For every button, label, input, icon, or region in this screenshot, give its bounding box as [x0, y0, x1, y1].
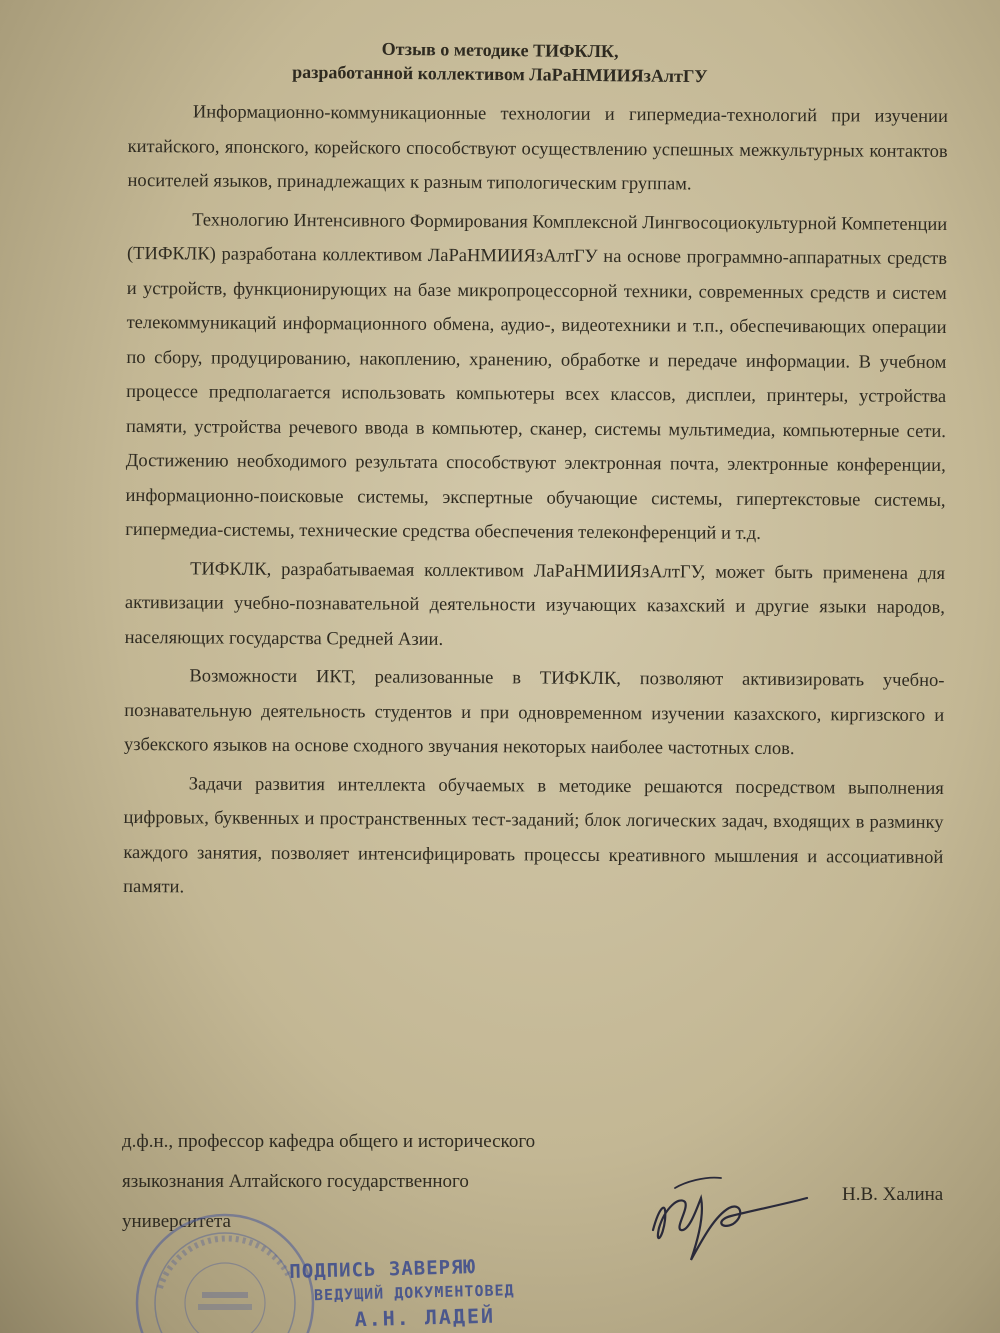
paragraph-3: ТИФКЛК, разрабатываемая коллективом ЛаРаНМИИЯзАлтГУ, может быть применена для активизации учебно-познавательной деятельности изучающих казахский и другие языки народов, населяющих государства Средней Азии.	[124, 558, 946, 650]
paragraph-5: Задачи развития интеллекта обучаемых в методике решаются посредством выполнения цифровых, буквенных и пространственных тест-заданий; блок логических задач, входящих в разминку каждого занятия, позволяет интенсифицировать процессы креативного мышления и ассоциативной памяти.	[123, 773, 944, 898]
position-line-2: языкознания Алтайского государственного	[122, 1171, 469, 1192]
certification-stamp	[289, 1255, 515, 1333]
stamp-line-2: ВЕДУЩИЙ ДОКУМЕНТОВЕД	[313, 1281, 515, 1305]
handwritten-signature	[645, 1168, 815, 1268]
stamp-line-3: А.Н. ЛАДЕЙ	[354, 1303, 496, 1332]
signatory-name: Н.В. Халина	[842, 1184, 944, 1205]
paragraph-1: Информационно-коммуникационные технологии и гипермедиа-технологий при изучении китайского, японского, корейского способствуют осуществлению успешных межкультурных контактов носителей языков, принадлежащих к разным типологическим группам.	[127, 102, 948, 195]
stamp-line-1: ПОДПИСЬ ЗАВЕРЯЮ	[289, 1256, 477, 1283]
position-line-3: университета	[122, 1211, 231, 1232]
title-line-1: Отзыв о методике ТИФКЛК,	[381, 38, 619, 62]
paragraph-2: Технологию Интенсивного Формирования Комплексной Лингвосоциокультурной Компетенции (ТИФКЛК) разработана коллективом ЛаРаНМИИЯзАлтГУ на основе программно-аппаратных средств и устройств, функционирующих на базе микропроцессорной техники, современных средств и систем телекоммуникаций информационного обмена, аудио-, видеотехники и т.п., обеспечивающих операции по сбору, продуцированию, накоплению, хранению, обработке и передаче информации. В учебном процессе предполагается использовать компьютеры всех классов, дисплеи, принтеры, устройства памяти, устройства речевого ввода в компьютер, сканер, системы мультимедиа, компьютерные сети. Достижению необходимого результата способствуют электронная почта, электронные конференции, информационно-поисковые системы, экспертные обучающие системы, гипертекстовые системы, гипермедиа-системы, технические средства обеспечения телеконференций и т.д.	[125, 209, 948, 544]
document-title	[200, 35, 800, 89]
paragraph-4: Возможности ИКТ, реализованные в ТИФКЛК, позволяют активизировать учебно-познавательную деятельность студентов и при одновременном изучении казахского, киргизского и узбекского языков на основе сходного звучания некоторых наиболее частотных слов.	[123, 666, 945, 760]
document-body	[123, 95, 948, 909]
title-line-2: разработанной коллективом ЛаРаНМИИЯзАлтГУ	[292, 61, 708, 87]
position-line-1: д.ф.н., профессор кафедра общего и исторического	[122, 1131, 536, 1152]
